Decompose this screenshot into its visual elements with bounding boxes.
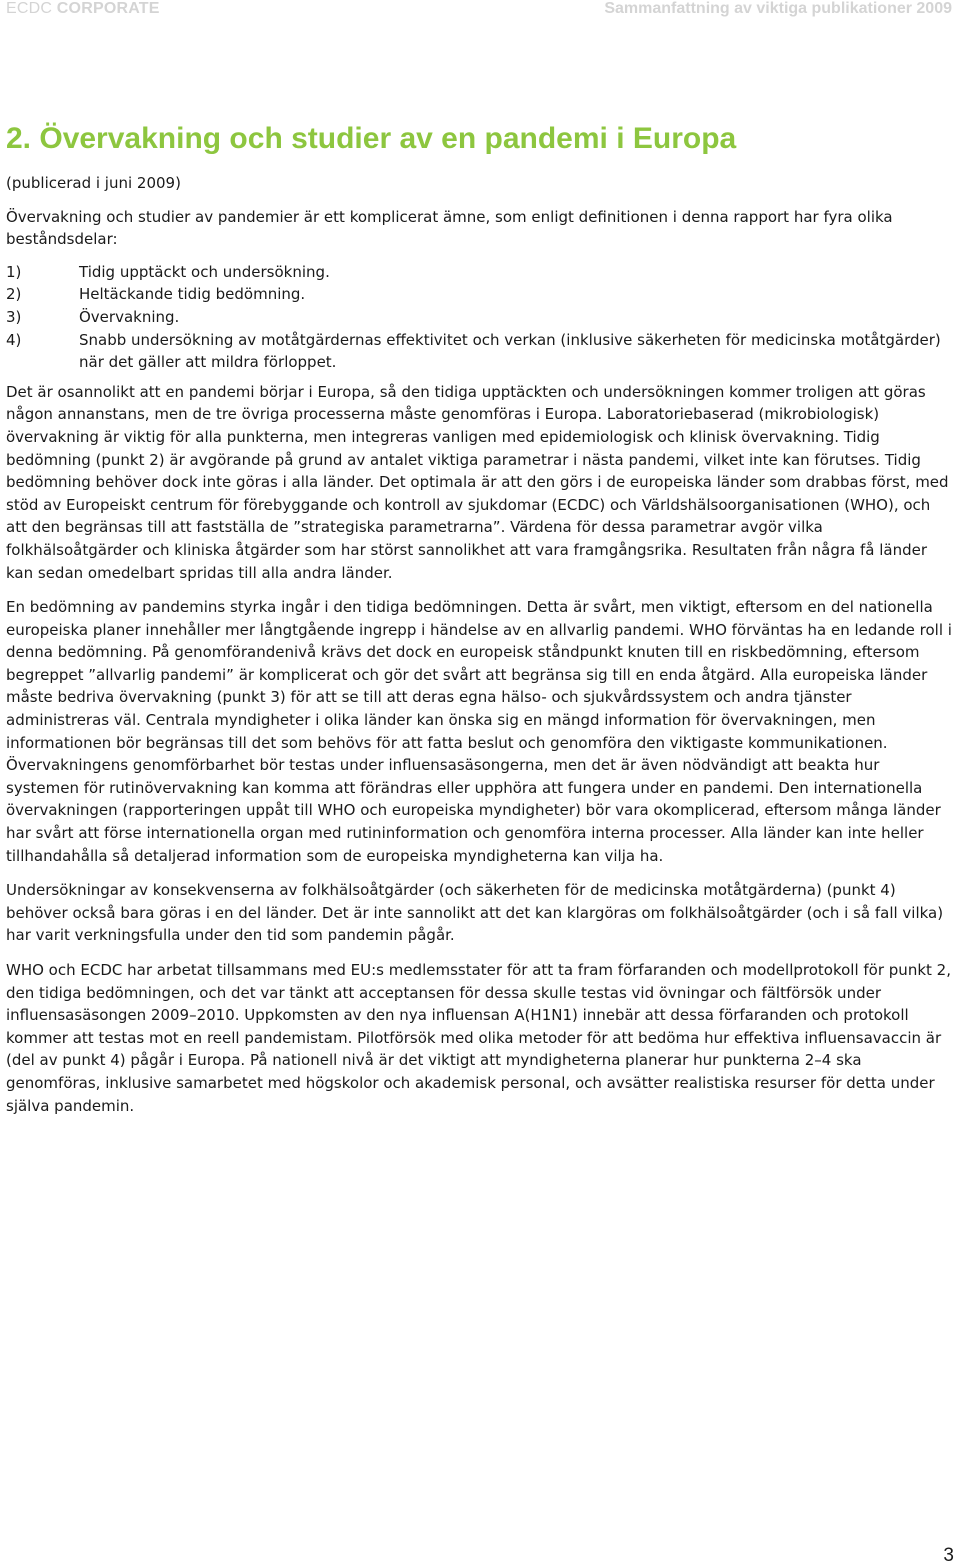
- body-paragraph: WHO och ECDC har arbetat tillsammans med EU:s medlemsstater för att ta fram förfaranden och modellprotokoll för punkt 2, den tidiga bedömningen, och det var tänkt att acceptansen för dessa skulle testas vid övningar och fältförsök under influensasäsongen 2009–2010. Uppkomsten av den nya influensan A(H1N1) innebär att dessa förfaranden och protokoll kommer att testas mot en reell pandemistam. Pilotförsök med olika metoder för att bedöma hur effektiva influensavaccin är (del av punkt 4) pågår i Europa. På nationell nivå är det viktigt att myndigheterna planerar hur punkterna 2–4 ska genomföras, inklusive samarbetet med högskolor och akademisk personal, och avsätter realistiska resurser för detta under själva pandemin.: [6, 961, 951, 1115]
- body-paragraph: Undersökningar av konsekvenserna av folkhälsoåtgärder (och säkerheten för de medicinska motåtgärderna) (punkt 4) behöver också bara göras i en del länder. Det är inte sannolikt att det kan klargöras om folkhälsoåtgärder (och i så fall vilka) har varit verkningsfulla under den tid som pandemin pågår.: [6, 881, 944, 945]
- list-item-number: 1): [6, 262, 22, 281]
- page-number: 3: [943, 1545, 954, 1566]
- list-item-text: Tidig upptäckt och undersökning.: [79, 262, 330, 281]
- list-item-text: Övervakning.: [79, 307, 180, 326]
- header-brand: [6, 0, 160, 18]
- body-paragraph: En bedömning av pandemins styrka ingår i den tidiga bedömningen. Detta är svårt, men viktigt, eftersom en del nationella europeiska planer innehåller mer långtgående ingrepp i händelse av en allvarlig pandemi. WHO förväntas ha en ledande roll i denna bedömning. På genomförandenivå krävs det dock en europeisk ståndpunkt knuten till en riskbedömning, eftersom begreppet ”allvarlig pandemi” är komplicerat och gör det svårt att begränsa sig till en enda åtgärd. Alla europeiska länder måste bedriva övervakning (punkt 3) för att se till att deras egna hälso- och sjukvårdssystem och andra tjänster administreras väl. Centrala myndigheter i olika länder kan önska sig en mängd information för övervakningen, men informationen bör begränsas till det som behövs för att fatta beslut och genomföra den viktigaste kommunikationen. Övervakningens genomförbarhet bör testas under influensasäsongerna, men det är även nödvändigt att beakta hur systemen för rutinövervakning kan komma att förändras eller upphöra att fungera under en pandemi. Den internationella övervakningen (rapporteringen uppåt till WHO och europeiska myndigheter) bör vara okomplicerad, eftersom många länder har svårt att förse internationella organ med rutininformation och genomföra interna processer. Alla länder kan inte heller tillhandahålla så detaljerad information som de europeiska myndigheterna kan vilja ha.: [6, 598, 952, 865]
- publication-date: (publicerad i juni 2009): [6, 174, 181, 192]
- brand-corporate: CORPORATE: [56, 0, 160, 17]
- list-item: [6, 283, 954, 306]
- body-paragraph: Det är osannolikt att en pandemi börjar i Europa, så den tidiga upptäckten och undersökningen kommer troligen att göras någon annanstans, men de tre övriga processerna måste genomföras i Europa. Laboratoriebaserad (mikrobiologisk) övervakning är viktig för alla punkterna, men integreras vanligen med epidemiologisk och klinisk övervakning. Tidig bedömning (punkt 2) är avgörande på grund av antalet viktiga parametrar i nästa pandemi, vilket inte kan förutses. Tidig bedömning behöver dock inte göras i alla länder. Det optimala är att den görs i de europeiska länder som drabbas först, med stöd av Europeiskt centrum för förebyggande och kontroll av sjukdomar (ECDC) och Världshälsoorganisationen (WHO), och att den begränsas till att fastställa de ”strategiska parametrarna”. Värdena för dessa parametrar avgör vilka folkhälsoåtgärder och kliniska åtgärder som har störst sannolikhet att vara framgångsrika. Resultaten från några få länder kan sedan omedelbart spridas till alla andra länder.: [6, 382, 949, 582]
- components-list: [6, 261, 954, 374]
- list-item-number: 3): [6, 307, 22, 326]
- list-item: [6, 261, 954, 284]
- list-item-number: 4): [6, 330, 22, 349]
- header-document-title: Sammanfattning av viktiga publikationer 2009: [604, 0, 952, 17]
- list-item-text: Snabb undersökning av motåtgärdernas effektivitet och verkan (inklusive säkerheten för medicinska motåtgärder) när det gäller att mildra förloppet.: [79, 330, 941, 372]
- brand-ecdc: ECDC: [6, 0, 53, 17]
- list-item: [6, 329, 954, 374]
- list-item-text: Heltäckande tidig bedömning.: [79, 285, 306, 304]
- section-title: 2. Övervakning och studier av en pandemi i Europa: [6, 122, 737, 155]
- list-item: [6, 306, 954, 329]
- list-item-number: 2): [6, 285, 22, 304]
- section-body: [6, 172, 954, 1129]
- intro-paragraph: Övervakning och studier av pandemier är ett komplicerat ämne, som enligt definitionen i denna rapport har fyra olika beståndsdelar:: [6, 207, 893, 249]
